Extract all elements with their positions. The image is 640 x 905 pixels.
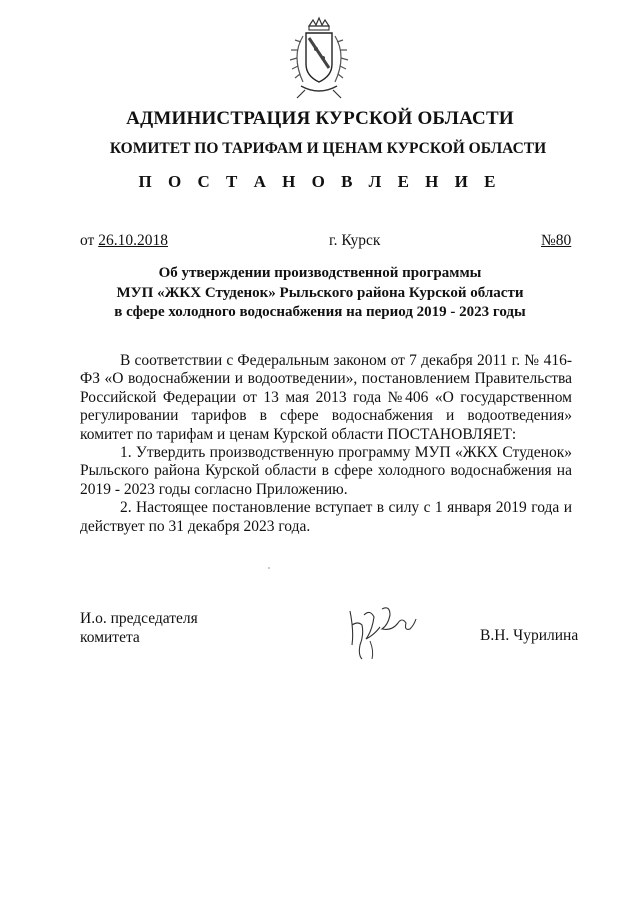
position-line-2: комитета: [80, 629, 140, 646]
signatory-name: В.Н. Чурилина: [480, 627, 579, 644]
signatory-position: [80, 609, 198, 647]
resolution-item-2: 2. Настоящее постановление вступает в силу с 1 января 2019 года и действует по 31 декабря 2023 года.: [80, 499, 572, 535]
date-value: 26.10.2018: [98, 232, 168, 249]
position-line-1: И.о. председателя: [80, 610, 198, 627]
committee-heading: КОМИТЕТ ПО ТАРИФАМ И ЦЕНАМ КУРСКОЙ ОБЛАСТИ: [109, 140, 547, 157]
document-body: [80, 352, 572, 536]
subject-line-2: МУП «ЖКХ Студенок» Рыльского района Курской области: [116, 284, 524, 301]
document-number: №80: [541, 232, 572, 249]
subject-line-1: Об утверждении производственной программы: [158, 265, 482, 281]
document-subject: [60, 264, 580, 323]
handwritten-signature-icon: [344, 601, 428, 661]
subject-line-3: в сфере холодного водоснабжения на период 2019 - 2023 годы: [114, 304, 526, 320]
preamble-paragraph: В соответствии с Федеральным законом от 7 декабря 2011 г. № 416-ФЗ «О водоснабжении и водоотведении», постановлением Правительства Российской Федерации от 13 мая 2013 года №406 «О государственном регулировании тарифов в сфере водоснабжения и водоотведения» комитет по тарифам и ценам Курской области ПОСТАНОВЛЯЕТ:: [80, 352, 572, 443]
document-date: от 26.10.2018: [80, 232, 168, 249]
coat-of-arms-icon: [283, 16, 355, 102]
scan-speck: [268, 567, 270, 569]
document-city: г. Курск: [329, 232, 381, 249]
resolution-item-1: 1. Утвердить производственную программу МУП «ЖКХ Студенок» Рыльского района Курской области в сфере холодного водоснабжения на 2019 - 2023 годы согласно Приложению.: [80, 444, 572, 498]
administration-heading: АДМИНИСТРАЦИЯ КУРСКОЙ ОБЛАСТИ: [126, 108, 514, 129]
document-type-heading: П О С Т А Н О В Л Е Н И Е: [138, 172, 502, 191]
